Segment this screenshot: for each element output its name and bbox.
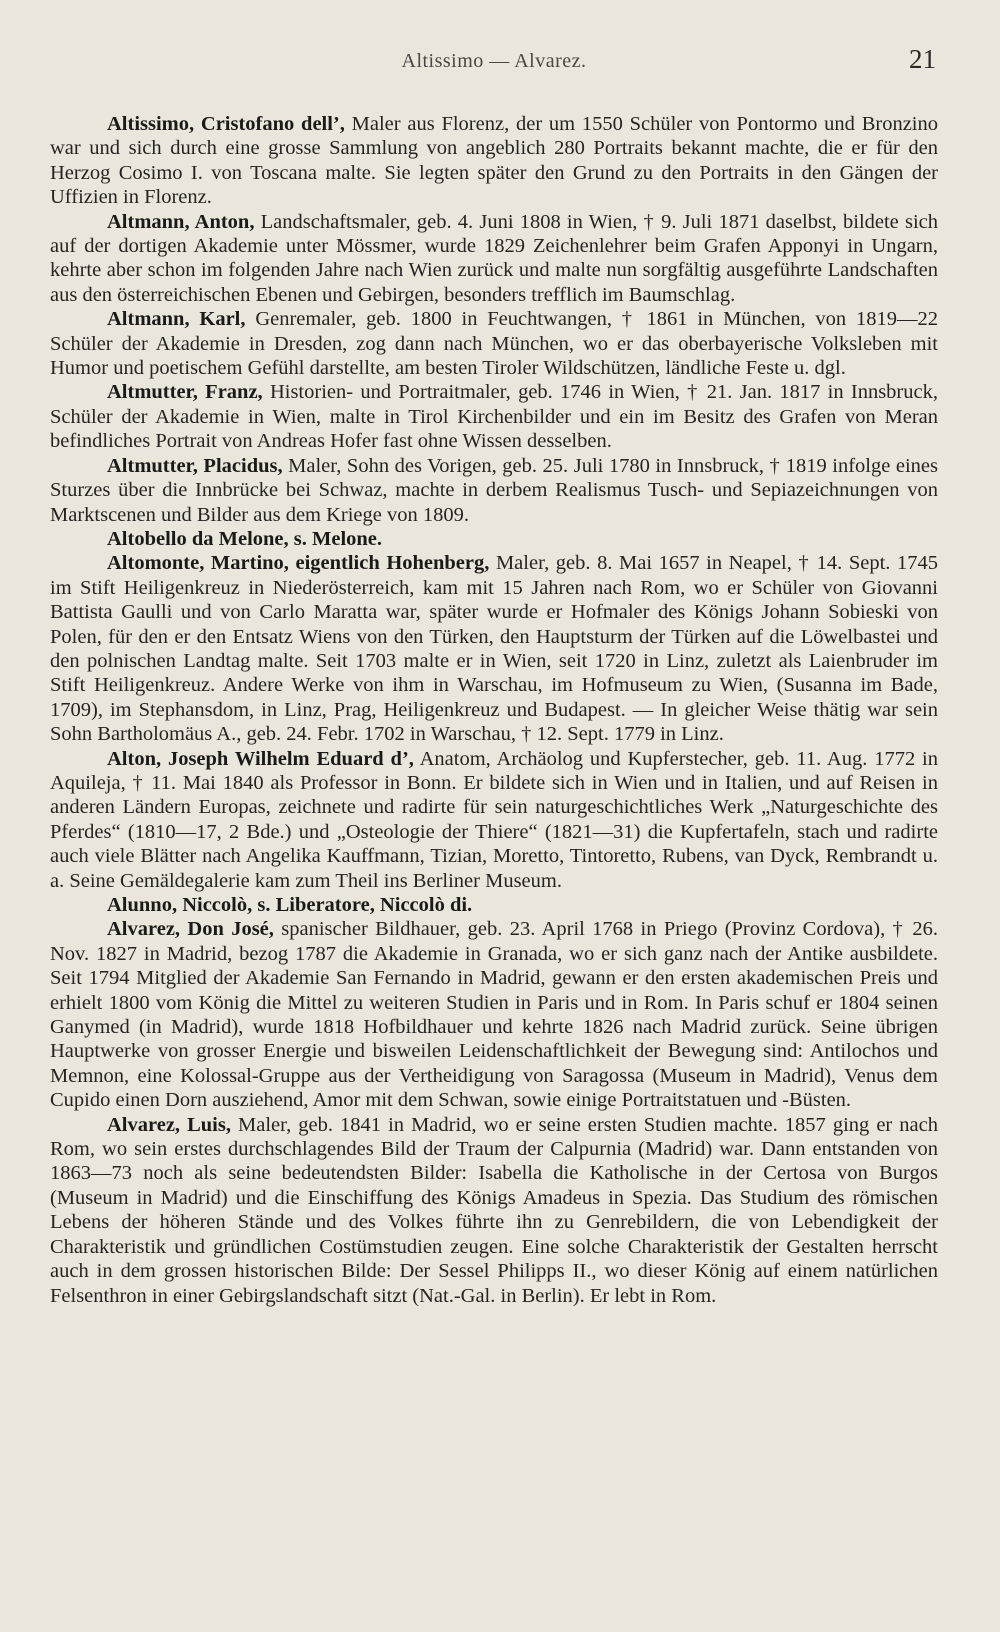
entry-headword: Altmann, Karl, [107, 308, 246, 331]
entry-altmutter-franz [50, 380, 938, 453]
entry-headword: Altomonte, Martino, eigentlich Hohenberg, [107, 552, 490, 575]
entry-text: Maler, Sohn des Vorigen, geb. 25. Juli 1780 in Innsbruck, † 1819 infolge eines Sturzes über die Innbrücke bei Schwaz, machte in derbem Realismus Tusch- und Sepiazeichnungen von Marktscenen und Bilder aus dem Kriege von 1809. [50, 454, 938, 526]
page-number: 21 [909, 44, 936, 74]
entry-text: Maler, geb. 8. Mai 1657 in Neapel, † 14. Sept. 1745 im Stift Heiligenkreuz in Niederösterreich, kam mit 15 Jahren nach Rom, wo er Schüler von Giovanni Battista Gaulli und von Carlo Maratta war, später wurde er Hofmaler des Königs Johann Sobieski von Polen, für den er den Entsatz Wiens von den Türken, den Hauptsturm der Türken auf die Löwelbastei und den polnischen Landtag malte. Seit 1703 malte er in Wien, seit 1720 in Linz, zuletzt als Laienbruder im Stift Heiligenkreuz. Andere Werke von ihm in Warschau, im Hofmuseum zu Wien, (Susanna im Bade, 1709), im Stephansdom, in Linz, Prag, Heiligenkreuz und Budapest. — In gleicher Weise thätig war sein Sohn Bartholomäus A., geb. 24. Febr. 1702 in Warschau, † 12. Sept. 1779 in Linz. [50, 552, 939, 746]
entry-alunno [50, 893, 938, 917]
entry-alvarez-luis [50, 1113, 938, 1308]
entry-headword: Alvarez, Don José, [107, 918, 274, 941]
entry-headword: Altissimo, Cristofano dell’, [107, 113, 345, 135]
running-header [50, 40, 938, 84]
entry-headword: Alunno, Niccolò, s. Liberatore, Niccolò di. [107, 894, 473, 916]
entry-text: Genremaler, geb. 1800 in Feuchtwangen, † 1861 in München, von 1819—22 Schüler der Akademie in Dresden, zog dann nach München, wo er das oberbayerische Volksleben mit Humor und poetischem Gefühl darstellte, am besten Tiroler Wildschützen, ländliche Feste u. dgl. [50, 308, 938, 380]
entry-text: Anatom, Archäolog und Kupferstecher, geb. 11. Aug. 1772 in Aquileja, † 11. Mai 1840 als Professor in Bonn. Er bildete sich in Wien und in Italien, und auf Reisen in anderen Ländern Europas, zeichnete und radirte für sein naturgeschichtliches Werk „Naturgeschichte des Pferdes“ (1810—17, 2 Bde.) und „Osteologie der Thiere“ (1821—31) die Kupfertafeln, stach und radirte auch viele Blätter nach Angelika Kauffmann, Tizian, Moretto, Tintoretto, Rubens, van Dyck, Rembrandt u. a. Seine Gemäldegalerie kam zum Theil ins Berliner Museum. [50, 747, 939, 892]
entry-altmann-karl [50, 307, 938, 380]
entry-altomonte [50, 551, 938, 746]
entry-headword: Altmutter, Placidus, [107, 454, 283, 477]
entry-text: Maler, geb. 1841 in Madrid, wo er seine ersten Studien machte. 1857 ging er nach Rom, wo sein erstes durchschlagendes Bild der Traum der Calpurnia (Madrid) war. Dann entstanden von 1863—73 noch als seine bedeutendsten Bilder: Isabella die Katholische in der Certosa von Burgos (Museum in Madrid) und die Einschiffung des Königs Amadeus in Spezia. Das Studium des römischen Lebens der höheren Stände und des Volkes führte ihn zu Genrebildern, die von Lebendigkeit der Charakteristik und gründlichen Costümstudien zeugen. Eine solche Charakteristik der Gestalten herrscht auch in dem grossen historischen Bilde: Der Sessel Philipps II., wo dieser König auf einem natürlichen Felsenthron in einer Gebirgslandschaft sitzt (Nat.-Gal. in Berlin). Er lebt in Rom. [50, 1113, 938, 1307]
entry-headword: Alton, Joseph Wilhelm Eduard d’, [107, 747, 414, 770]
entry-altmann-anton [50, 210, 938, 308]
entry-text: spanischer Bildhauer, geb. 23. April 1768 in Priego (Provinz Cordova), † 26. Nov. 1827 in Madrid, bezog 1787 die Akademie in Granada, wo er sich ganz nach der Antike ausbildete. Seit 1794 Mitglied der Akademie San Fernando in Madrid, gewann er den ersten akademischen Preis und erhielt 1800 vom König die Mittel zu weiteren Studien in Paris und in Rom. In Paris schuf er 1804 seinen Ganymed (in Madrid), wurde 1818 Hofbildhauer und kehrte 1826 nach Madrid zurück. Seine übrigen Hauptwerke von grosser Energie und bisweilen Leidenschaftlichkeit der Bewegung sind: Antilochos und Memnon, eine Kolossal-Gruppe aus der Vertheidigung von Saragossa (Museum in Madrid), Venus dem Cupido einen Dorn ausziehend, Amor mit dem Schwan, sowie einige Portraitstatuen und -Büsten. [50, 918, 938, 1112]
entry-altissimo [50, 112, 938, 210]
running-title: Altissimo — Alvarez. [401, 50, 587, 72]
entry-headword: Altmutter, Franz, [107, 381, 263, 404]
entry-alvarez-jose [50, 917, 938, 1112]
entry-headword: Altobello da Melone, s. Melone. [107, 527, 383, 550]
entry-altobello [50, 527, 938, 551]
entry-alton [50, 747, 938, 893]
dictionary-entries [50, 112, 938, 1308]
entry-text: Historien- und Portraitmaler, geb. 1746 in Wien, † 21. Jan. 1817 in Innsbruck, Schüler der Akademie in Wien, malte in Tirol Kirchenbilder und ein im Besitz des Grafen von Meran befindliches Portrait von Andreas Hofer fast ohne Wissen desselben. [50, 381, 938, 453]
entry-headword: Altmann, Anton, [107, 210, 255, 233]
entry-text: Maler aus Florenz, der um 1550 Schüler von Pontormo und Bronzino war und sich durch eine grosse Sammlung von angeblich 280 Portraits bekannt machte, die er für den Herzog Cosimo I. von Toscana malte. Sie legten später den Grund zu den Portraits in den Gängen der Uffizien in Florenz. [50, 113, 938, 209]
entry-headword: Alvarez, Luis, [107, 1113, 231, 1136]
entry-altmutter-placidus [50, 454, 938, 527]
entry-text: Landschaftsmaler, geb. 4. Juni 1808 in Wien, † 9. Juli 1871 daselbst, bildete sich auf der dortigen Akademie unter Mössmer, wurde 1829 Zeichenlehrer beim Grafen Apponyi in Ungarn, kehrte aber schon im folgenden Jahre nach Wien zurück und malte nun sorgfältig ausgeführte Landschaften aus den österreichischen Ebenen und Gebirgen, besonders trefflich im Baumschlag. [50, 210, 938, 306]
